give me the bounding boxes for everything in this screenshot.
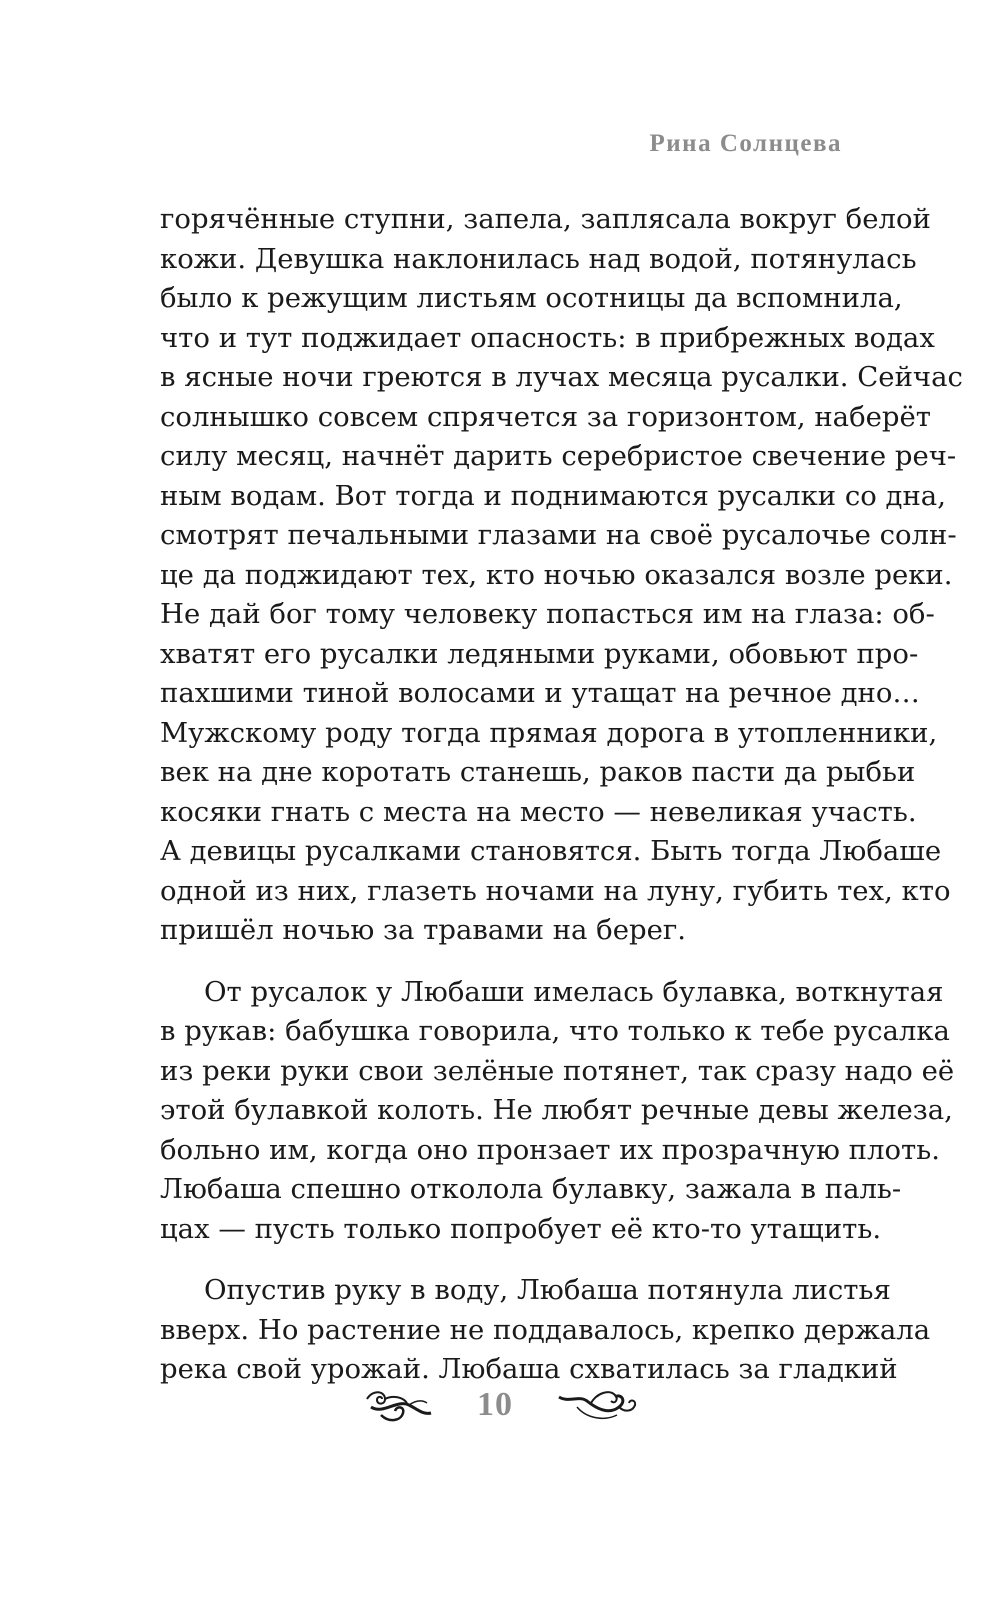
text-line: что и тут поджидает опасность: в прибрежных водах	[160, 321, 935, 354]
text-line: горячённые ступни, запела, заплясала вокруг белой	[160, 203, 931, 235]
page-footer	[0, 1370, 1000, 1440]
text-line: Любаша спешно отколола булавку, зажала в паль-	[160, 1173, 902, 1205]
paragraph-2	[160, 973, 955, 1250]
paragraph-1	[160, 200, 963, 951]
text-line: пришёл ночью за травами на берег.	[160, 914, 687, 946]
text-line: смотрят печальными глазами на своё русалочье солн-	[160, 519, 957, 551]
text-line: одной из них, глазеть ночами на луну, губить тех, кто	[160, 874, 951, 907]
text-line: силу месяц, начнёт дарить серебристое свечение реч-	[160, 440, 957, 472]
text-line: из реки руки свои зелёные потянет, так сразу надо её	[160, 1054, 955, 1087]
text-line: река свой урожай. Любаша схватилась за гладкий	[160, 1353, 898, 1385]
text-line: це да поджидают тех, кто ночью оказался возле реки.	[160, 558, 953, 591]
text-line: хватят его русалки ледяными руками, обовьют про-	[160, 637, 919, 670]
text-line: больно им, когда оно пронзает их прозрачную плоть.	[160, 1133, 940, 1166]
text-line: Опустив руку в воду, Любаша потянула листья	[204, 1274, 891, 1306]
flourish-right-icon	[557, 1385, 637, 1425]
text-line: Мужскому роду тогда прямая дорога в утопленники,	[160, 716, 938, 749]
text-line: в ясные ночи греются в лучах месяца русалки. Сейчас	[160, 361, 963, 393]
text-line: этой булавкой колоть. Не любят речные девы железа,	[160, 1094, 953, 1126]
text-line: цах — пусть только попробует её кто-то утащить.	[160, 1212, 882, 1245]
flourish-left-icon	[363, 1385, 433, 1425]
text-line: было к режущим листьям осотницы да вспомнила,	[160, 282, 903, 314]
text-line: ным водам. Вот тогда и поднимаются русалки со дна,	[160, 479, 946, 512]
text-line: солнышко совсем спрячется за горизонтом, наберёт	[160, 400, 931, 433]
text-line: вверх. Но растение не поддавалось, крепко держала	[160, 1313, 931, 1346]
text-line: век на дне коротать станешь, раков пасти да рыбьи	[160, 756, 916, 788]
text-line: Не дай бог тому человеку попасться им на глаза: об-	[160, 598, 935, 630]
text-line: А девицы русалками становятся. Быть тогда Любаше	[160, 835, 942, 867]
text-line: От русалок у Любаши имелась булавка, воткнутая	[204, 975, 944, 1008]
body-text	[160, 200, 963, 1390]
text-line: в рукав: бабушка говорила, что только к тебе русалка	[160, 1015, 950, 1047]
text-line: косяки гнать с места на место — невеликая участь.	[160, 795, 917, 828]
text-line: пахшими тиной волосами и утащат на речное дно…	[160, 677, 920, 709]
text-line: кожи. Девушка наклонилась над водой, потянулась	[160, 242, 917, 275]
page-number: 10	[477, 1386, 513, 1423]
running-head-author: Рина Солнцева	[649, 130, 842, 157]
